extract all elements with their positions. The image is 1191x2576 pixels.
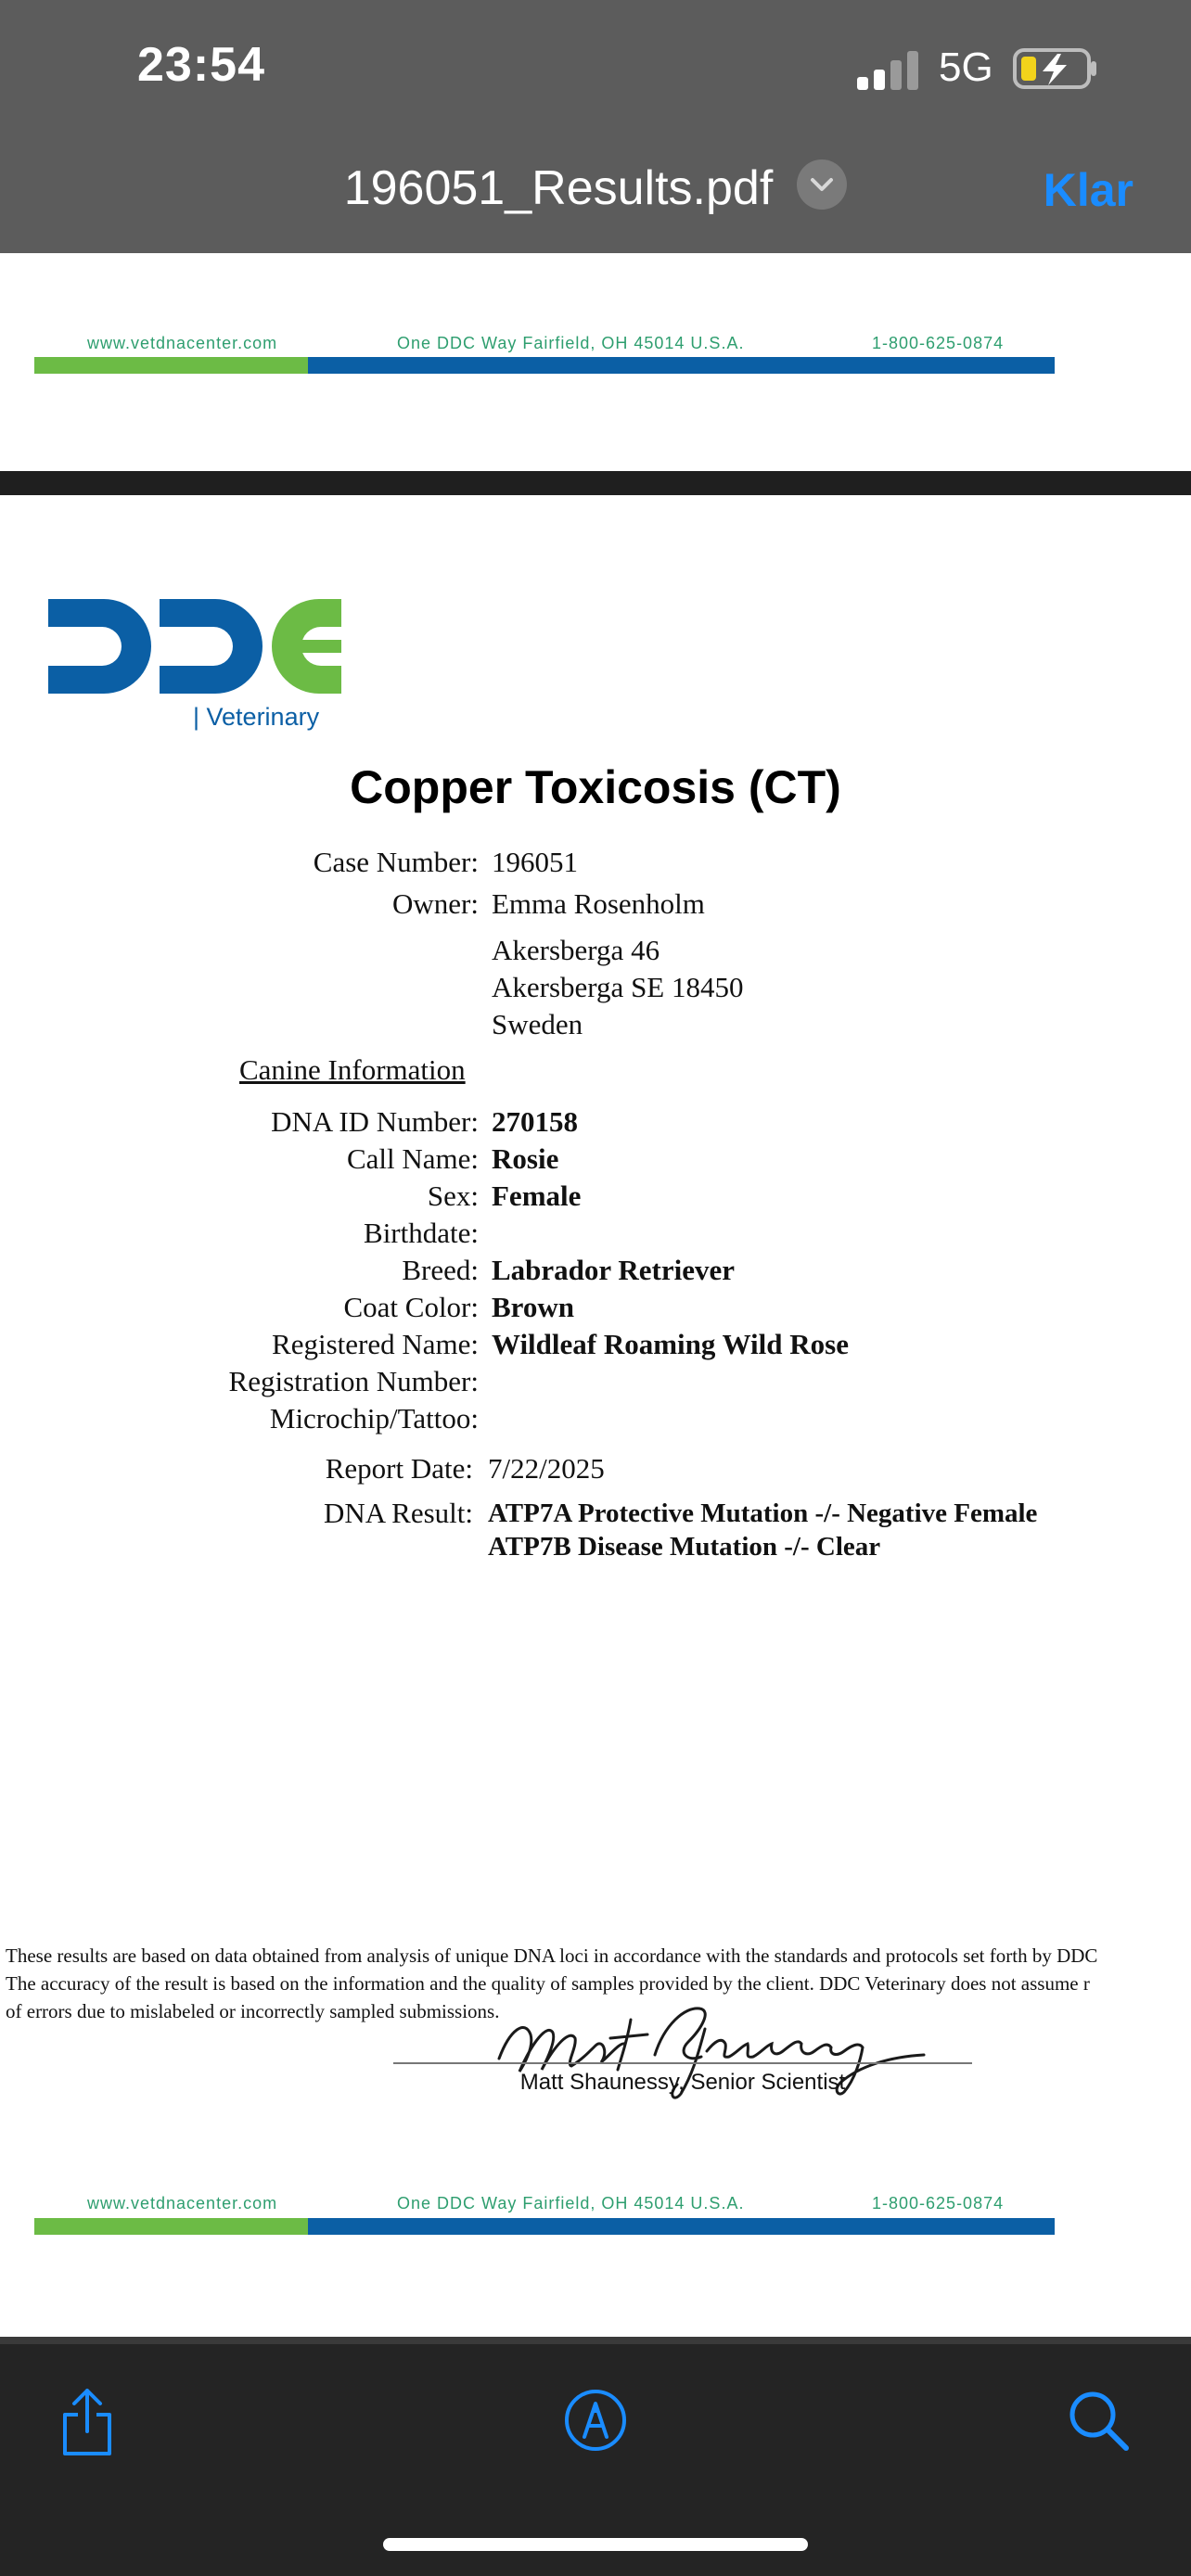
canine-information-heading: Canine Information <box>239 1053 466 1086</box>
owner-address-line2: Akersberga SE 18450 <box>492 971 744 1003</box>
done-button[interactable]: Klar <box>1043 164 1133 216</box>
microchip-label: Microchip/Tattoo: <box>269 1402 479 1435</box>
report-title: Copper Toxicosis (CT) <box>350 761 841 813</box>
footer-stripe-blue <box>308 357 1055 374</box>
registered-name-value: Wildleaf Roaming Wild Rose <box>492 1328 849 1360</box>
footer-address-2: One DDC Way Fairfield, OH 45014 U.S.A. <box>397 2194 745 2213</box>
ddc-logo <box>48 599 345 694</box>
owner-address-line1: Akersberga 46 <box>492 934 660 966</box>
footer-website-2: www.vetdnacenter.com <box>87 2194 278 2213</box>
report-date-label: Report Date: <box>325 1452 473 1485</box>
footer-website: www.vetdnacenter.com <box>87 334 278 352</box>
home-indicator[interactable] <box>383 2538 808 2551</box>
status-time: 23:54 <box>137 38 265 92</box>
registered-name-label: Registered Name: <box>272 1328 479 1360</box>
disclaimer-line3: of errors due to mislabeled or incorrectly sampled submissions. <box>6 2000 500 2022</box>
page-separator <box>0 471 1191 495</box>
markup-pen-icon[interactable] <box>564 2389 627 2452</box>
chevron-down-icon[interactable] <box>797 159 847 210</box>
footer-stripe-blue-2 <box>308 2218 1055 2235</box>
document-title[interactable] <box>0 158 1191 216</box>
logo-subtitle: | Veterinary <box>193 703 320 731</box>
signer-name: Matt Shaunessy, Senior Scientist <box>519 2070 846 2095</box>
case-number-label: Case Number: <box>313 846 479 878</box>
dna-id-label: DNA ID Number: <box>271 1105 479 1138</box>
sex-value: Female <box>492 1180 582 1212</box>
owner-address-line3: Sweden <box>492 1008 583 1040</box>
dna-result-label: DNA Result: <box>323 1497 473 1529</box>
call-name-value: Rosie <box>492 1142 559 1175</box>
coat-color-value: Brown <box>492 1291 575 1323</box>
network-type: 5G <box>939 45 993 90</box>
registration-number-label: Registration Number: <box>228 1365 479 1397</box>
coat-color-label: Coat Color: <box>343 1291 479 1323</box>
footer-stripe-green-2 <box>34 2218 308 2235</box>
footer-stripe-green <box>34 357 308 374</box>
owner-label: Owner: <box>392 887 479 920</box>
share-icon[interactable] <box>58 2387 117 2457</box>
sex-label: Sex: <box>427 1180 479 1212</box>
report-date-value: 7/22/2025 <box>488 1452 605 1485</box>
cellular-signal-icon <box>855 51 922 92</box>
disclaimer-line2: The accuracy of the result is based on the information and the quality of samples provided by the client. DDC Veterinary does not assume r <box>6 1972 1090 1995</box>
breed-label: Breed: <box>402 1254 479 1286</box>
dna-result-line2: ATP7B Disease Mutation -/- Clear <box>488 1532 881 1562</box>
footer-phone: 1-800-625-0874 <box>872 334 1005 352</box>
dna-result-line1: ATP7A Protective Mutation -/- Negative Female <box>488 1498 1038 1528</box>
footer-address: One DDC Way Fairfield, OH 45014 U.S.A. <box>397 334 745 352</box>
breed-value: Labrador Retriever <box>492 1254 735 1286</box>
search-icon[interactable] <box>1067 2389 1132 2454</box>
footer-phone-2: 1-800-625-0874 <box>872 2194 1005 2213</box>
signature-line <box>393 2062 972 2064</box>
document-title-text: 196051_Results.pdf <box>343 161 774 216</box>
battery-charging-icon <box>1013 48 1098 89</box>
case-number-value: 196051 <box>492 846 578 878</box>
call-name-label: Call Name: <box>346 1142 479 1175</box>
dna-id-value: 270158 <box>492 1105 578 1138</box>
birthdate-label: Birthdate: <box>364 1217 479 1249</box>
disclaimer-line1: These results are based on data obtained from analysis of unique DNA loci in accordance with the standards and protocols set forth by DDC <box>6 1945 1098 1967</box>
owner-name: Emma Rosenholm <box>492 887 705 920</box>
